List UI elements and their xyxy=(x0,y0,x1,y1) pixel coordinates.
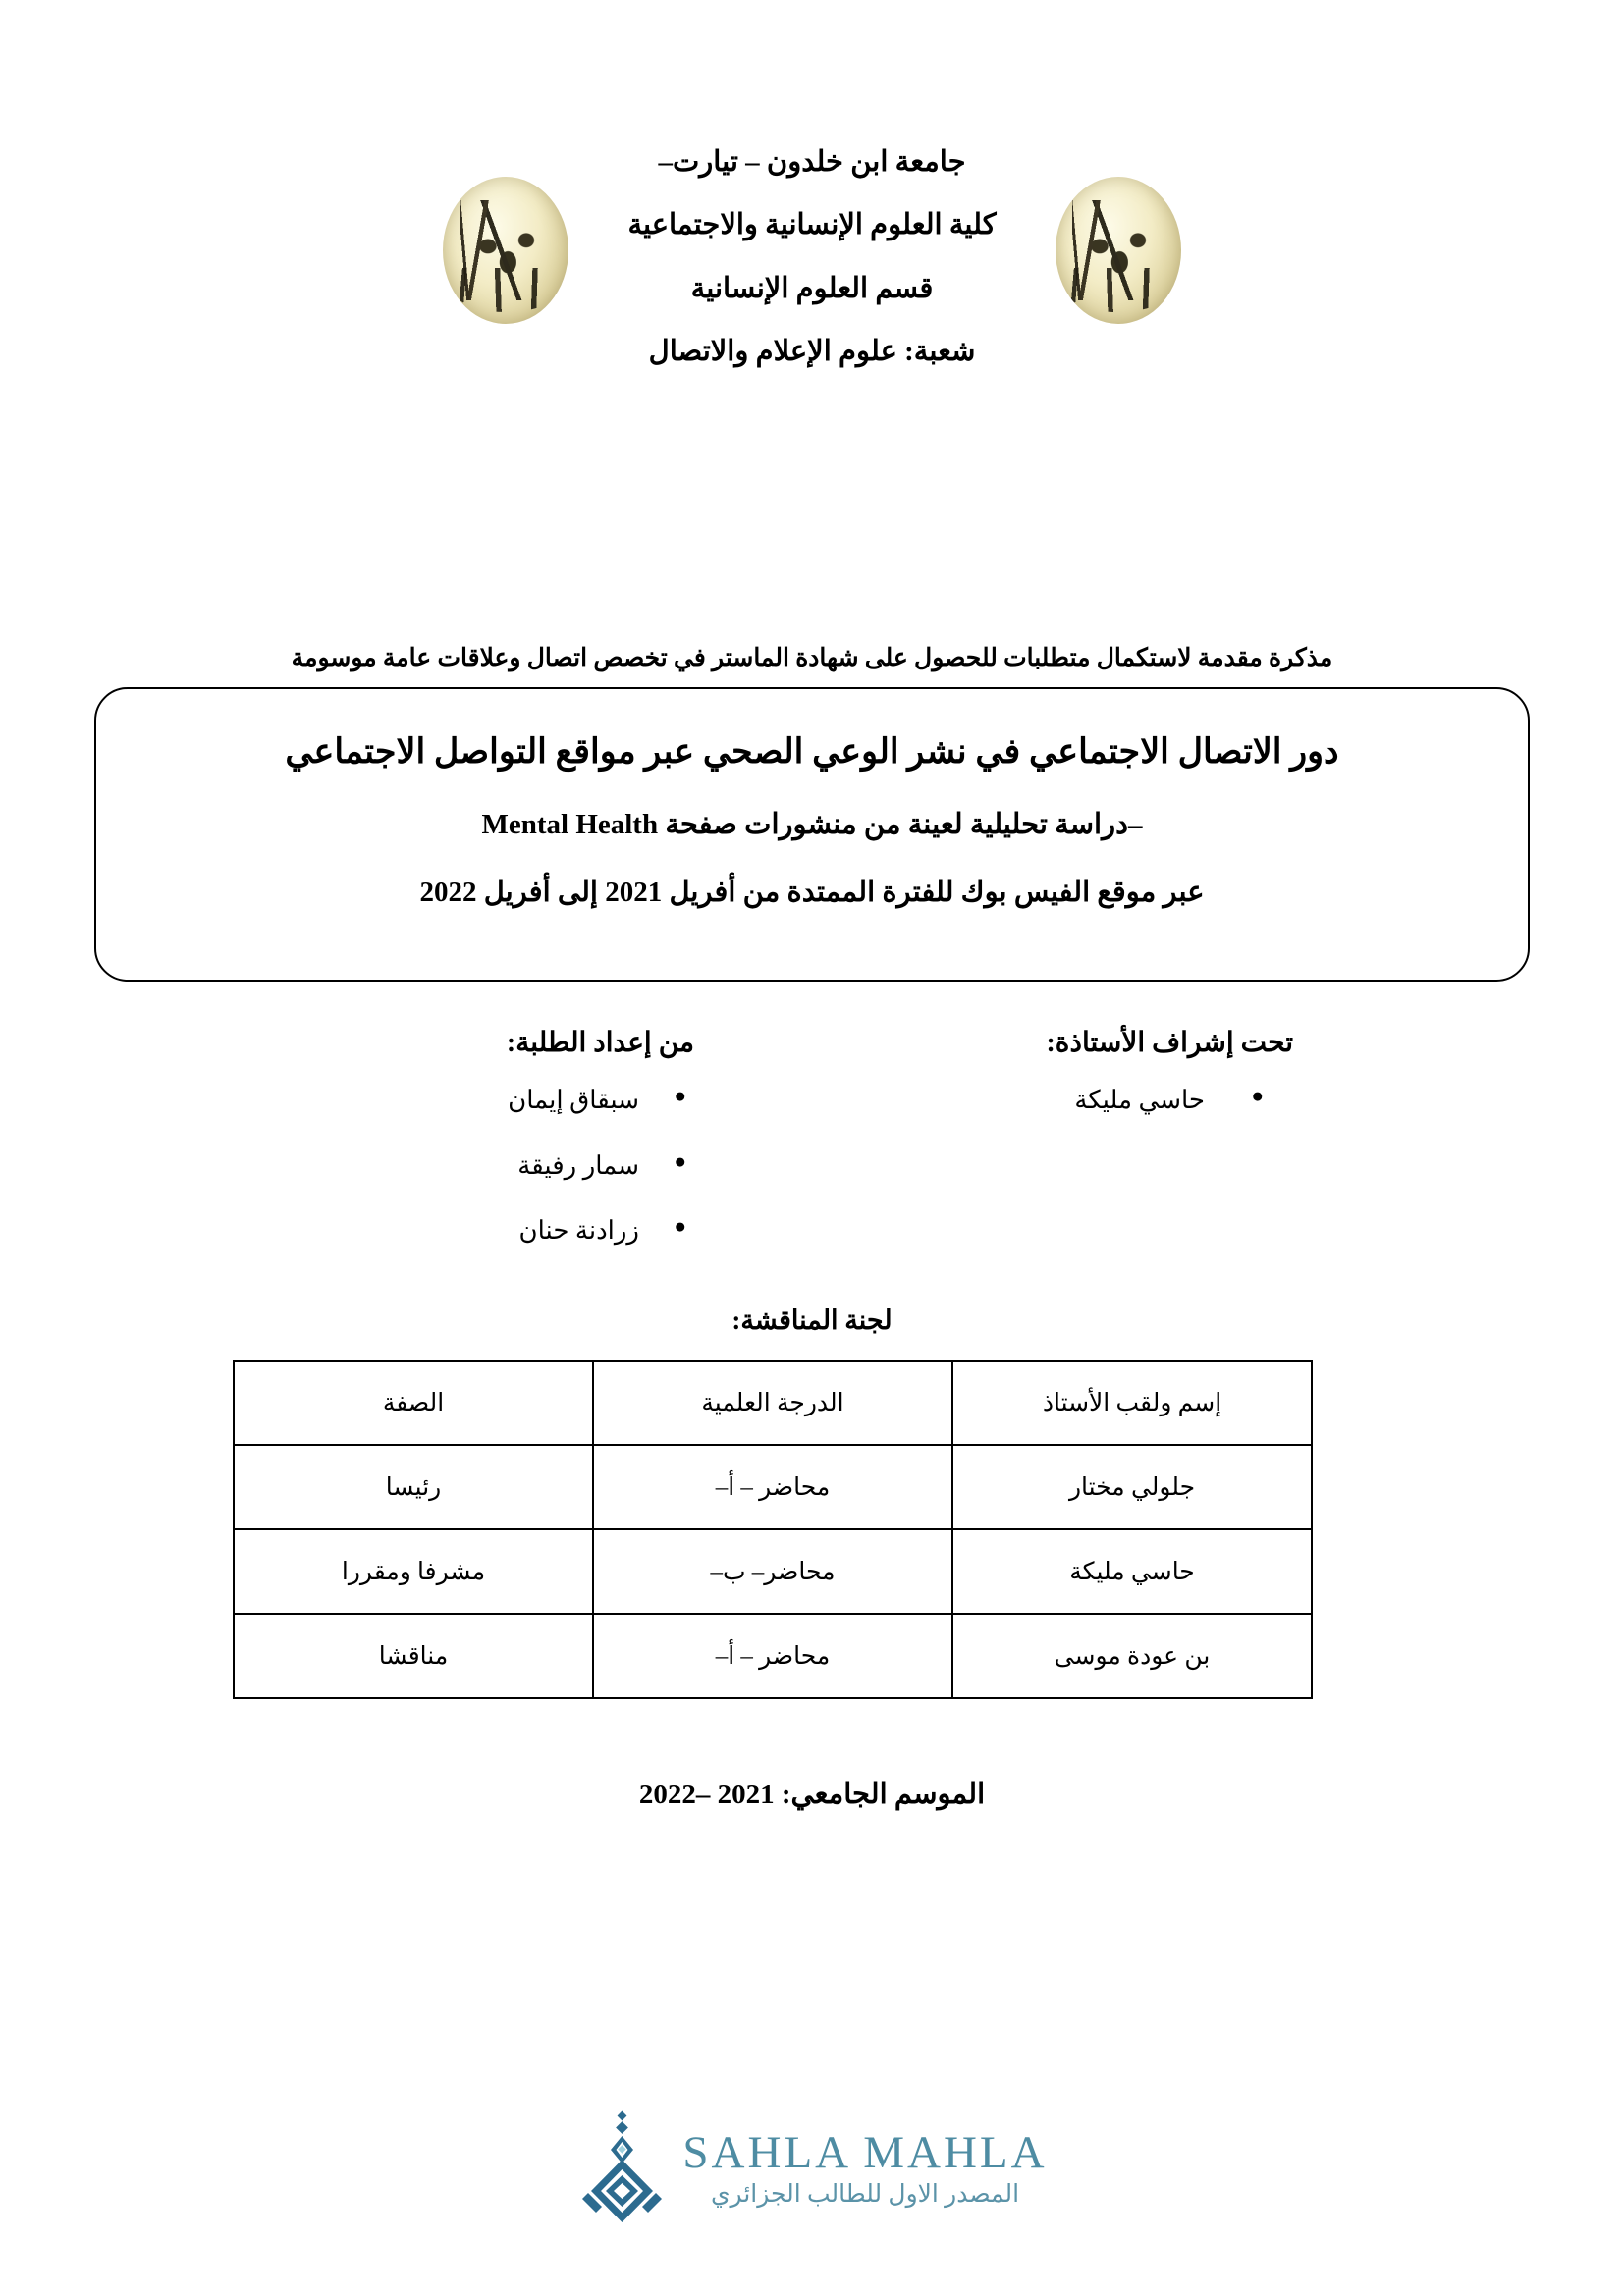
cell-degree: محاضر – أ– xyxy=(593,1614,952,1698)
cell-name: بن عودة موسى xyxy=(952,1614,1312,1698)
list-item: ● سمار رفيقة xyxy=(262,1150,694,1183)
brand-name: SAHLA MAHLA xyxy=(682,2127,1048,2178)
thesis-title-box xyxy=(94,687,1530,982)
cell-name: حاسي مليكة xyxy=(952,1529,1312,1614)
supervisor-column xyxy=(812,1026,1362,1150)
academic-year: الموسم الجامعي: 2021 –2022 xyxy=(638,1779,986,1810)
department-name: قسم العلوم الإنسانية xyxy=(690,272,934,304)
table-row xyxy=(234,1445,1312,1529)
university-seal-icon-left xyxy=(1056,177,1181,324)
university-seal-icon-right xyxy=(443,177,568,324)
thesis-subtitle-study: –دراسة تحليلية لعينة من منشورات صفحة Mental Health xyxy=(481,808,1143,840)
students-heading: من إعداد الطلبة: xyxy=(506,1028,694,1058)
list-item: ● سبقاق إيمان xyxy=(262,1085,694,1117)
cell-role: رئيسا xyxy=(234,1445,593,1529)
supervisor-list xyxy=(812,1085,1323,1117)
table-row xyxy=(234,1529,1312,1614)
faculty-name: كلية العلوم الإنسانية والاجتماعية xyxy=(627,209,997,241)
cell-role: مشرفا ومقررا xyxy=(234,1529,593,1614)
list-item: ● حاسي مليكة xyxy=(812,1085,1323,1117)
institution-lines xyxy=(627,147,996,367)
memo-statement: مذكرة مقدمة لاستكمال متطلبات للحصول على شهادة الماستر في تخصص اتصال وعلاقات عامة موسومة xyxy=(291,645,1333,671)
university-name: جامعة ابن خلدون – تيارت– xyxy=(658,146,966,178)
jury-table xyxy=(233,1360,1313,1699)
page-header xyxy=(0,147,1624,367)
column-header-degree: الدرجة العلمية xyxy=(593,1361,952,1445)
sahla-mahla-logo xyxy=(0,2110,1624,2226)
table-header-row xyxy=(234,1361,1312,1445)
students-column xyxy=(262,1026,812,1281)
diamond-ornament-icon xyxy=(576,2110,667,2226)
branch-name: شعبة: علوم الإعلام والاتصال xyxy=(648,336,976,368)
thesis-subtitle-period: عبر موقع الفيس بوك للفترة الممتدة من أفريل 2021 إلى أفريل 2022 xyxy=(419,877,1205,909)
column-header-name: إسم ولقب الأستاذ xyxy=(952,1361,1312,1445)
thesis-title: دور الاتصال الاجتماعي في نشر الوعي الصحي عبر مواقع التواصل الاجتماعي xyxy=(285,732,1339,771)
jury-caption: لجنة المناقشة: xyxy=(731,1306,893,1335)
cell-degree: محاضر– ب– xyxy=(593,1529,952,1614)
students-list xyxy=(262,1085,694,1248)
cell-role: مناقشا xyxy=(234,1614,593,1698)
logo-text-group xyxy=(682,2127,1048,2208)
people-section xyxy=(0,1026,1624,1281)
brand-tagline: المصدر الاول للطالب الجزائري xyxy=(710,2181,1020,2208)
cell-name: جلولي مختار xyxy=(952,1445,1312,1529)
list-item: ● زرادنة حنان xyxy=(262,1215,694,1248)
table-row xyxy=(234,1614,1312,1698)
cell-degree: محاضر – أ– xyxy=(593,1445,952,1529)
column-header-role: الصفة xyxy=(234,1361,593,1445)
supervisor-heading: تحت إشراف الأستاذة: xyxy=(1046,1028,1293,1058)
